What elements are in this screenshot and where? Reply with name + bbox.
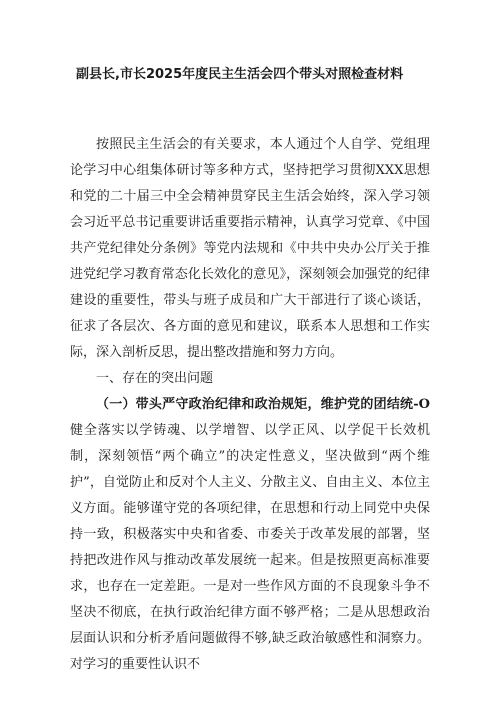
intro-paragraph: 按照民主生活会的有关要求，本人通过个人自学、党组理论学习中心组集体研讨等多种方式，坚持把学习贯彻XXX思想和党的二十届三中全会精神贯穿民主生活会始终，深入学习领会习近平总书记重要讲话重要指示精神，认真学习党章、《中国共产党纪律处分条例》等党内法规和《中共中央办公厅关于推进党纪学习教育常态化长效化的意见》，深刻领会加强党的纪律建设的重要性，带头与班子成员和广大干部进行了谈心谈话，征求了各层次、各方面的意见和建议，联系本人思想和工作实际，深入剖析反思，提出整改措施和努力方向。 [70, 137, 430, 360]
document-title: 副县长,市长2025年度民主生活会四个带头对照检查材料 [76, 67, 404, 82]
subsection-paragraph [70, 392, 430, 678]
subsection-body: 健全落实以学铸魂、以学增智、以学正风、以学促干长效机制，深刻领悟“两个确立”的决定性意义，坚决做到“两个维护”，自觉防止和反对个人主义、分散主义、自由主义、本位主义方面。能够谨守党的各项纪律，在思想和行动上同党中央保持一致，积极落实中央和省委、市委关于改革发展的部署，坚持把改进作风与推动改革发展统一起来。但是按照更高标准要求，也存在一定差距。一是对一些作风方面的不良现象斗争不坚决不彻底，在执行政治纪律方面不够严格；二是从思想政治层面认识和分析矛盾问题做得不够,缺乏政治敏感性和洞察力。对学习的重要性认识不 [70, 423, 430, 672]
subsection-title: （一）带头严守政治纪律和政治规矩，维护党的团结统-O [96, 397, 430, 412]
section-heading: 一、存在的突出问题 [96, 371, 214, 386]
